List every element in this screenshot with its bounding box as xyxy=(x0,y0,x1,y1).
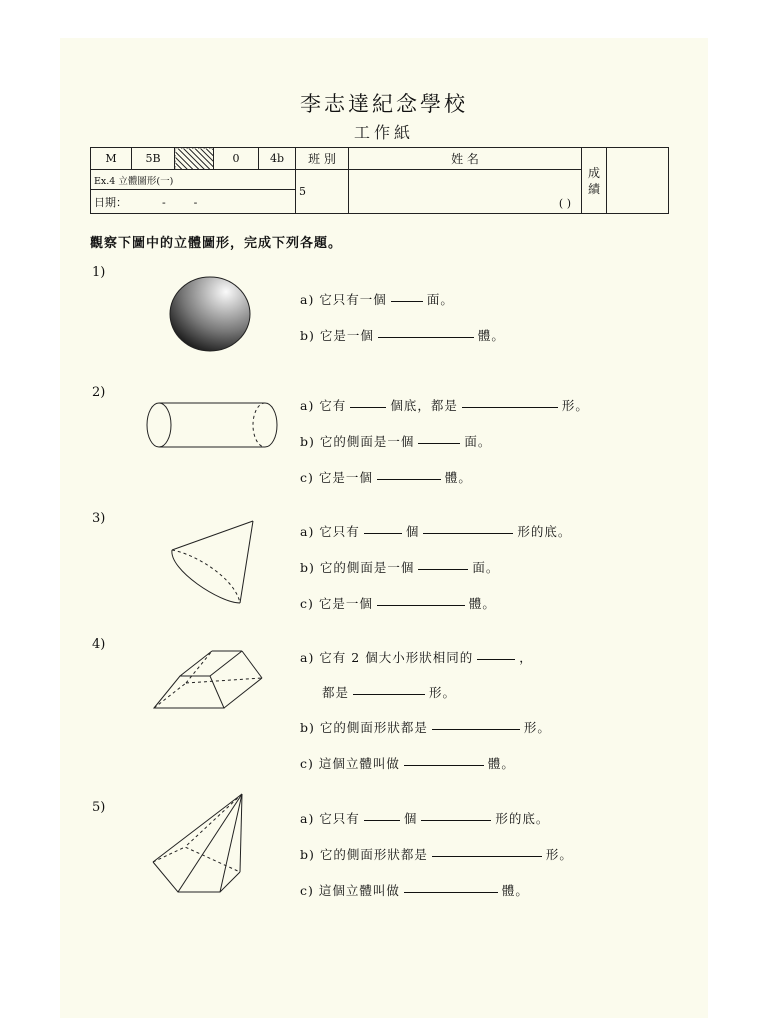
cylinder-figure xyxy=(145,400,285,452)
worksheet-subtitle: 工作紙 xyxy=(353,123,414,142)
answer-blank[interactable] xyxy=(462,406,558,408)
pyramid-figure xyxy=(150,792,250,896)
question-number: 5) xyxy=(92,800,106,815)
q2a: a) 它有 個底，都是 形。 xyxy=(300,398,589,413)
q2c: c) 它是一個 體。 xyxy=(300,470,472,485)
answer-blank[interactable] xyxy=(350,406,386,408)
q3b: b) 它的側面是一個 面。 xyxy=(300,560,500,575)
q5c: c) 這個立體叫做 體。 xyxy=(300,883,529,898)
score-box[interactable] xyxy=(607,148,669,214)
answer-blank[interactable] xyxy=(364,532,402,534)
answer-blank[interactable] xyxy=(418,568,468,570)
q1b: b) 它是一個 體。 xyxy=(300,328,505,343)
exercise-label: Ex.4 立體圖形(一) xyxy=(91,170,296,190)
question-number: 2) xyxy=(92,385,106,400)
answer-blank[interactable] xyxy=(404,764,484,766)
answer-blank[interactable] xyxy=(378,336,474,338)
q3c: c) 它是一個 體。 xyxy=(300,596,496,611)
cell-hatched xyxy=(175,148,214,170)
question-number: 3) xyxy=(92,511,106,526)
class-label: 班 別 xyxy=(296,148,349,170)
answer-blank[interactable] xyxy=(377,604,465,606)
cell-class: 5B xyxy=(132,148,175,170)
sphere-figure xyxy=(168,274,258,354)
q4a: a) 它有 2 個大小形狀相同的 ， xyxy=(300,650,533,665)
cell-4b: 4b xyxy=(259,148,296,170)
class-value: 5 xyxy=(296,170,349,214)
name-label: 姓 名 xyxy=(349,148,582,170)
answer-blank[interactable] xyxy=(418,442,460,444)
answer-blank[interactable] xyxy=(353,693,425,695)
answer-blank[interactable] xyxy=(421,819,491,821)
q4a-cont: 都是 形。 xyxy=(322,685,457,700)
score-label: 成 績 xyxy=(582,148,607,214)
instruction-text: 觀察下圖中的立體圖形，完成下列各題。 xyxy=(90,236,343,251)
answer-blank[interactable] xyxy=(377,478,441,480)
cone-figure xyxy=(165,518,260,608)
answer-blank[interactable] xyxy=(477,658,515,660)
answer-blank[interactable] xyxy=(404,891,498,893)
q2b: b) 它的側面是一個 面。 xyxy=(300,434,492,449)
cell-m: M xyxy=(91,148,132,170)
header-table xyxy=(90,147,669,214)
answer-blank[interactable] xyxy=(364,819,400,821)
q5a: a) 它只有 個 形的底。 xyxy=(300,811,550,826)
cell-zero: 0 xyxy=(214,148,259,170)
prism-figure xyxy=(150,648,270,716)
date-field[interactable]: 日期： - - xyxy=(91,190,296,214)
q4c: c) 這個立體叫做 體。 xyxy=(300,756,515,771)
question-number: 1) xyxy=(92,265,106,280)
q3a: a) 它只有 個 形的底。 xyxy=(300,524,572,539)
answer-blank[interactable] xyxy=(423,532,513,534)
q1a: a) 它只有一個 面。 xyxy=(300,292,454,307)
name-field[interactable]: ( ) xyxy=(349,170,582,214)
q5b: b) 它的側面形狀都是 形。 xyxy=(300,847,573,862)
answer-blank[interactable] xyxy=(391,300,423,302)
answer-blank[interactable] xyxy=(432,728,520,730)
school-title: 李志達紀念學校 xyxy=(300,92,468,116)
q4b: b) 它的側面形狀都是 形。 xyxy=(300,720,551,735)
answer-blank[interactable] xyxy=(432,855,542,857)
question-number: 4) xyxy=(92,637,106,652)
